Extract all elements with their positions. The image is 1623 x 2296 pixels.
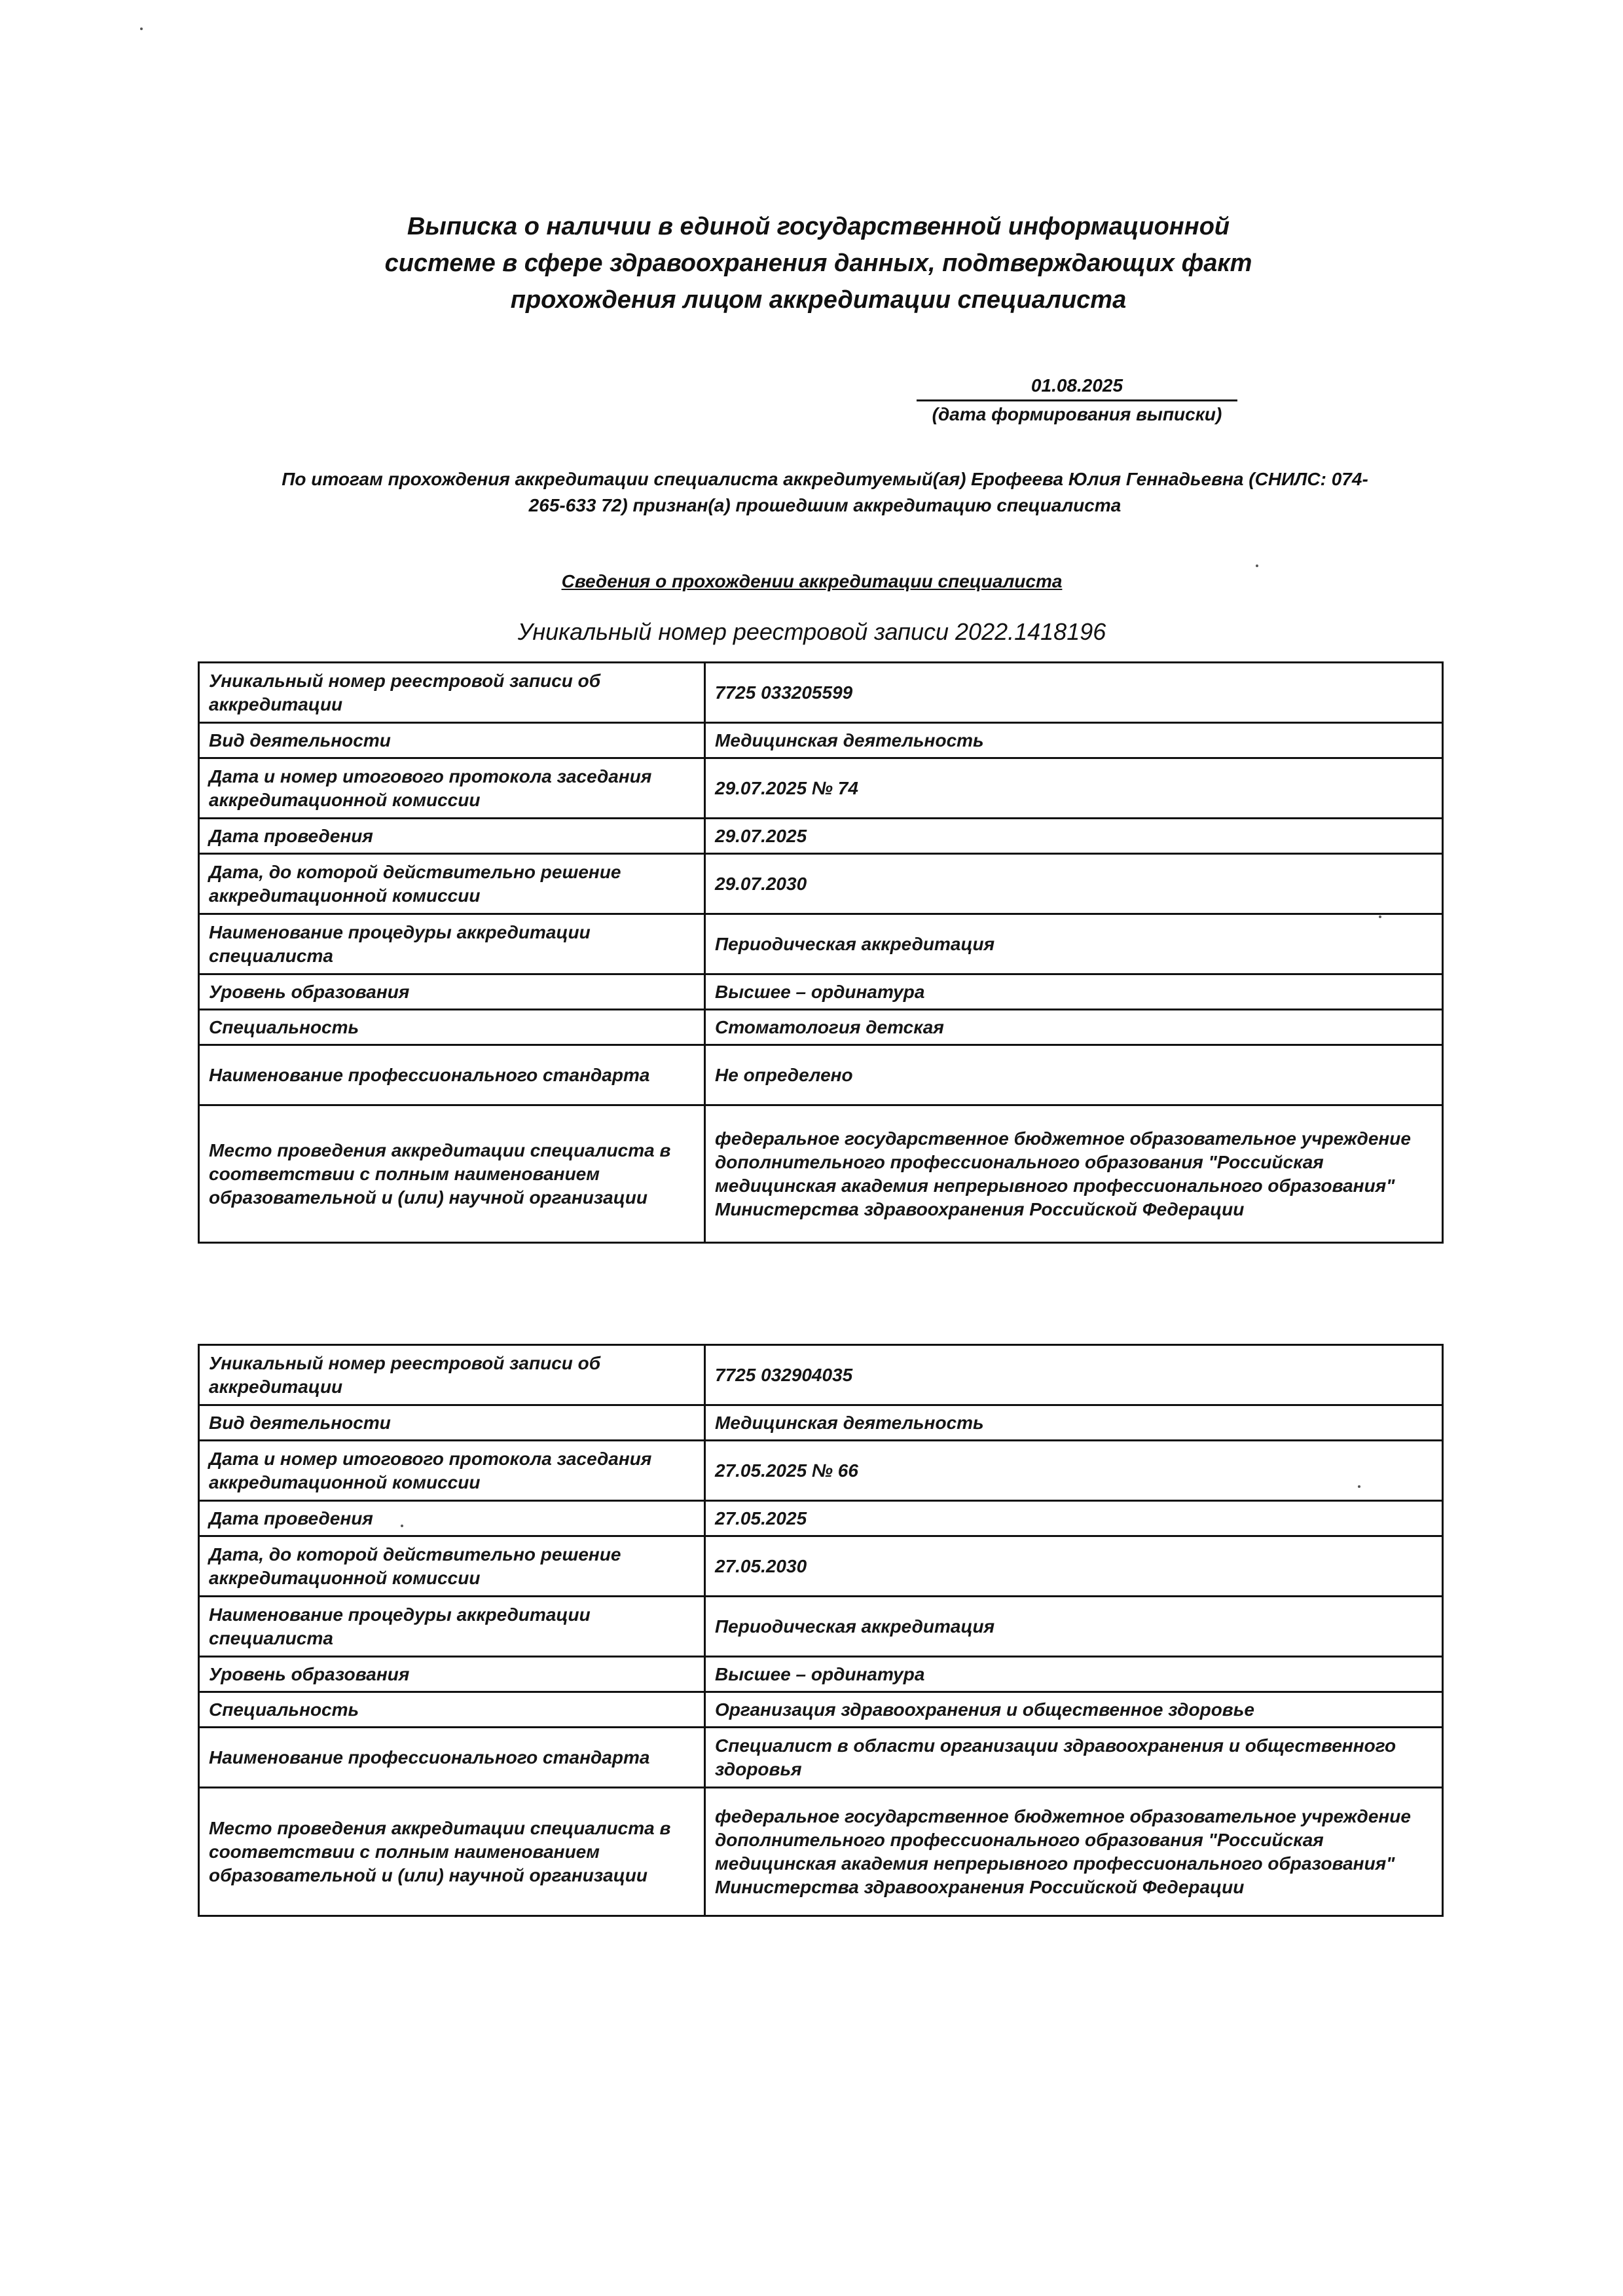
table-row: [199, 854, 1443, 914]
formation-date-block: [917, 375, 1237, 428]
row-label: Дата проведения: [199, 819, 705, 854]
intro-paragraph: [210, 466, 1440, 519]
table-row: [199, 1692, 1443, 1728]
row-label: Вид деятельности: [199, 1405, 705, 1441]
row-label: Наименование процедуры аккредитации специалиста: [199, 1597, 705, 1657]
accreditation-table-2: [198, 1344, 1444, 1917]
table-row: [199, 758, 1443, 819]
intro-line-1: По итогам прохождения аккредитации специалиста аккредитуемый(ая) Ерофеева Юлия Геннадьевна (СНИЛС: 074-: [282, 469, 1368, 489]
row-value: федеральное государственное бюджетное образовательное учреждение дополнительного профессионального образования "Российская медицинская академия непрерывного профессионального образования" Министерства здравоохранения Российской Федерации: [705, 1788, 1443, 1916]
table-row: [199, 1405, 1443, 1441]
table-row: [199, 1010, 1443, 1045]
row-label: Дата и номер итогового протокола заседания аккредитационной комиссии: [199, 758, 705, 819]
row-value: 27.05.2025: [705, 1501, 1443, 1536]
table-row: [199, 1441, 1443, 1501]
row-label: Наименование процедуры аккредитации специалиста: [199, 914, 705, 974]
row-value: Медицинская деятельность: [705, 723, 1443, 758]
row-value: Специалист в области организации здравоохранения и общественного здоровья: [705, 1728, 1443, 1788]
accreditation-table-1: [198, 661, 1444, 1244]
table-row: [199, 974, 1443, 1010]
row-value: 7725 033205599: [705, 663, 1443, 723]
row-value: Периодическая аккредитация: [705, 1597, 1443, 1657]
table-row: [199, 663, 1443, 723]
row-label: Наименование профессионального стандарта: [199, 1728, 705, 1788]
row-label: Уровень образования: [199, 1657, 705, 1692]
row-label: Уровень образования: [199, 974, 705, 1010]
table-row: [199, 1536, 1443, 1597]
row-label: Дата, до которой действительно решение аккредитационной комиссии: [199, 1536, 705, 1597]
table-row: [199, 1728, 1443, 1788]
table-row: [199, 1045, 1443, 1105]
table-row: [199, 819, 1443, 854]
formation-date-caption: (дата формирования выписки): [932, 404, 1222, 424]
row-value: Организация здравоохранения и общественное здоровье: [705, 1692, 1443, 1728]
table-row: [199, 1501, 1443, 1536]
table-row: [199, 1657, 1443, 1692]
row-value: 29.07.2025 № 74: [705, 758, 1443, 819]
row-value: Не определено: [705, 1045, 1443, 1105]
row-value: Высшее – ординатура: [705, 974, 1443, 1010]
title-line-1: Выписка о наличии в единой государственной информационной: [407, 213, 1230, 240]
row-label: Дата и номер итогового протокола заседания аккредитационной комиссии: [199, 1441, 705, 1501]
row-value: Периодическая аккредитация: [705, 914, 1443, 974]
document-title: [327, 208, 1309, 318]
table-row: [199, 1788, 1443, 1916]
formation-date: 01.08.2025: [917, 375, 1237, 401]
title-line-2: системе в сфере здравоохранения данных, подтверждающих факт: [384, 250, 1252, 277]
row-label: Специальность: [199, 1010, 705, 1045]
row-value: 29.07.2025: [705, 819, 1443, 854]
table-row: [199, 1345, 1443, 1405]
title-line-3: прохождения лицом аккредитации специалиста: [510, 286, 1127, 314]
table-row: [199, 1105, 1443, 1243]
row-value: 29.07.2030: [705, 854, 1443, 914]
scan-speck: [401, 1525, 403, 1527]
row-label: Уникальный номер реестровой записи об аккредитации: [199, 1345, 705, 1405]
row-label: Место проведения аккредитации специалиста в соответствии с полным наименованием образовательной и (или) научной организации: [199, 1788, 705, 1916]
section-heading: Сведения о прохождении аккредитации специалиста: [561, 571, 1063, 591]
row-label: Специальность: [199, 1692, 705, 1728]
row-label: Уникальный номер реестровой записи об аккредитации: [199, 663, 705, 723]
table-row: [199, 914, 1443, 974]
scan-speck: [1358, 1485, 1360, 1488]
row-value: Высшее – ординатура: [705, 1657, 1443, 1692]
intro-line-2: 265-633 72) признан(а) прошедшим аккредитацию специалиста: [528, 495, 1122, 515]
table-row: [199, 1597, 1443, 1657]
row-label: Дата, до которой действительно решение аккредитационной комиссии: [199, 854, 705, 914]
row-value: Медицинская деятельность: [705, 1405, 1443, 1441]
scan-speck: [140, 28, 143, 30]
row-label: Наименование профессионального стандарта: [199, 1045, 705, 1105]
row-value: 7725 032904035: [705, 1345, 1443, 1405]
row-label: Вид деятельности: [199, 723, 705, 758]
row-label: Дата проведения: [199, 1501, 705, 1536]
registry-number: Уникальный номер реестровой записи 2022.1418196: [517, 618, 1106, 645]
row-value: федеральное государственное бюджетное образовательное учреждение дополнительного профессионального образования "Российская медицинская академия непрерывного профессионального образования" Министерства здравоохранения Российской Федерации: [705, 1105, 1443, 1243]
scan-speck: [1256, 565, 1258, 567]
row-value: 27.05.2030: [705, 1536, 1443, 1597]
row-label: Место проведения аккредитации специалиста в соответствии с полным наименованием образовательной и (или) научной организации: [199, 1105, 705, 1243]
row-value: 27.05.2025 № 66: [705, 1441, 1443, 1501]
scan-speck: [1379, 916, 1381, 918]
table-row: [199, 723, 1443, 758]
row-value: Стоматология детская: [705, 1010, 1443, 1045]
